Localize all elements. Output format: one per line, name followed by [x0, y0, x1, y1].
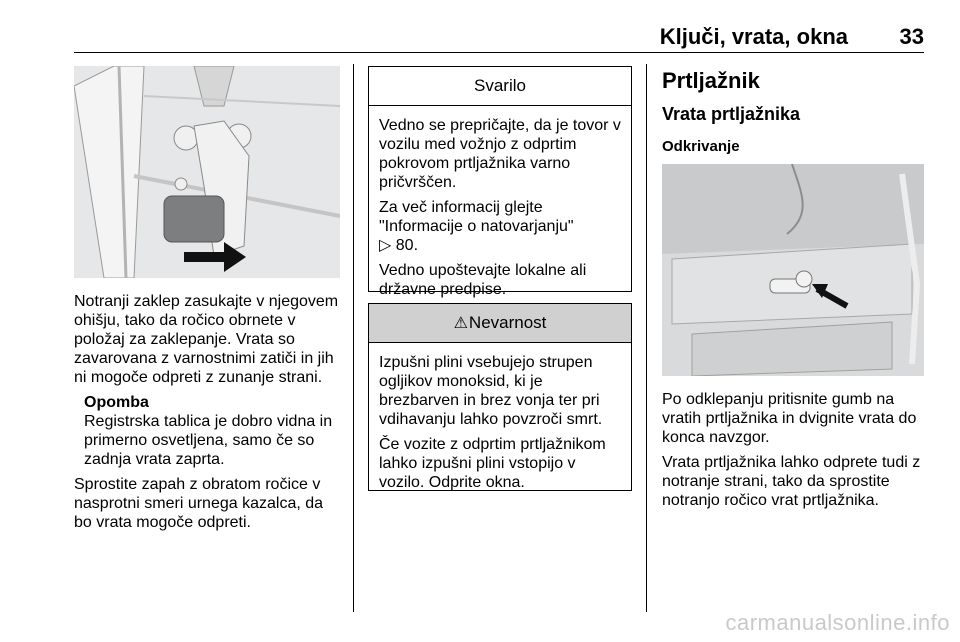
- danger-text: Izpušni plini vsebujejo strupen ogljikov monoksid, ki je brezbarven in brez vonja ter pri vdihavanju lahko povzroči smrt.: [379, 354, 603, 428]
- danger-box-header: [369, 304, 631, 343]
- section-heading: Prtljažnik: [662, 68, 760, 93]
- warning-reference-text: Za več informacij glejte "Informacije o natovarjanju": [379, 199, 574, 235]
- warning-text: Vedno upoštevajte lokalne ali državne predpise.: [379, 262, 587, 298]
- warning-box: [368, 66, 632, 298]
- left-column-text: [74, 292, 344, 538]
- watermark: carmanualsonline.info: [725, 610, 950, 635]
- page-reference: 80.: [395, 237, 419, 254]
- note-block: [84, 393, 344, 469]
- danger-text: Če vozite z odprtim prtljažnikom lahko izpušni plini vstopijo v vozilo. Odprite okna.: [379, 436, 606, 491]
- body-paragraph: Vrata prtljažnika lahko odprete tudi z notranje strani, tako da sprostite notranjo ročico vrat prtljažnika.: [662, 454, 921, 509]
- warning-text: [379, 198, 623, 255]
- right-column-text: [662, 390, 927, 516]
- danger-box: [368, 303, 632, 491]
- door-lock-illustration: [74, 66, 340, 278]
- column-divider-left: [353, 64, 354, 612]
- warning-triangle-icon: ⚠: [453, 315, 468, 332]
- body-paragraph: Notranji zaklep zasukajte v njegovem ohišju, tako da ročico obrnete v položaj za zaklepanje. Vrata so zavarovana z varnostnimi zatiči in jih ni mogoče odpreti z zunanje strani.: [74, 293, 339, 386]
- body-paragraph: Sprostite zapah z obratom ročice v nasprotni smeri urnega kazalca, da bo vrata mogoče odpreti.: [74, 476, 324, 531]
- page-number: 33: [899, 24, 924, 49]
- tailgate-drawing: [662, 164, 924, 376]
- warning-box-title: Svarilo: [369, 67, 631, 106]
- door-lock-drawing: [74, 66, 340, 278]
- minor-heading: Odkrivanje: [662, 138, 740, 155]
- note-text: Registrska tablica je dobro vidna in primerno osvetljena, samo če so zadnja vrata zaprta.: [84, 413, 333, 468]
- tailgate-illustration: [662, 164, 924, 376]
- running-header-title: Ključi, vrata, okna: [659, 24, 848, 49]
- danger-box-title: Nevarnost: [468, 313, 547, 332]
- warning-text: Vedno se prepričajte, da je tovor v vozilu med vožnjo z odprtim pokrovom prtljažnika varno pričvrščen.: [379, 117, 621, 191]
- body-paragraph: Po odklepanju pritisnite gumb na vratih prtljažnika in dvignite vrata do konca navzgor.: [662, 391, 917, 446]
- reference-arrow-icon: ▷: [379, 237, 392, 254]
- subsection-heading: Vrata prtljažnika: [662, 104, 801, 124]
- note-title: Opomba: [84, 394, 149, 411]
- column-divider-right: [646, 64, 647, 612]
- header-rule: [74, 52, 924, 53]
